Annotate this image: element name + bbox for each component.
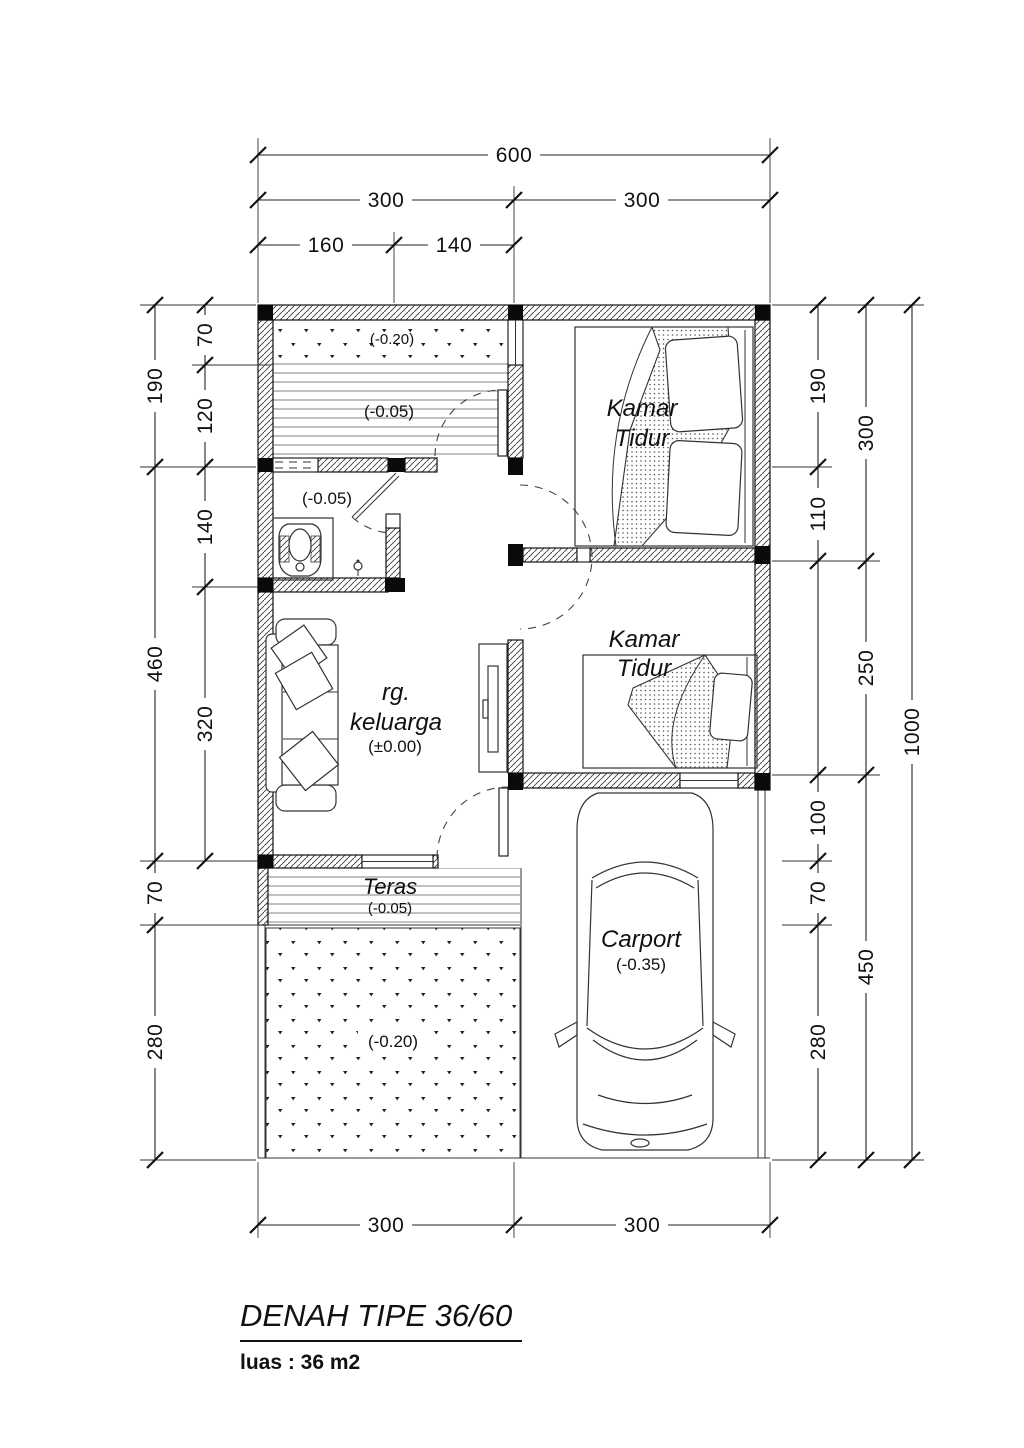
- dim-label: 460: [144, 645, 167, 683]
- dim-right-100: [807, 792, 830, 844]
- service-level-label: (-0.05): [363, 402, 415, 421]
- dim-label: 280: [144, 1023, 167, 1061]
- bathroom-level-label: (-0.05): [301, 489, 353, 508]
- dim-right-1000: [901, 700, 924, 764]
- service-window: [508, 320, 523, 365]
- bedroom1-label-line1: Kamar: [606, 395, 678, 422]
- dim-label: 70: [807, 880, 830, 906]
- dim-left-140: [194, 501, 217, 553]
- dim-label: 140: [194, 508, 217, 546]
- dim-left-320: [194, 698, 217, 750]
- bedroom-wall-break: [577, 548, 590, 562]
- dim-label: 140: [435, 234, 473, 257]
- dim-left-70b: [144, 873, 167, 913]
- dim-left-70a: [194, 315, 217, 355]
- family-room-level-label: (±0.00): [368, 737, 422, 756]
- dim-label: 160: [307, 234, 345, 257]
- dim-label: 320: [194, 705, 217, 743]
- dim-label: 250: [855, 649, 878, 687]
- carport-label: Carport: [600, 926, 682, 953]
- squat-toilet: [273, 518, 333, 580]
- dim-right-450: [855, 941, 878, 993]
- dim-label: 300: [623, 1214, 661, 1237]
- dim-left-460: [144, 638, 167, 690]
- dim-left-190: [144, 360, 167, 412]
- dim-label: 70: [194, 322, 217, 348]
- dim-label: 70: [144, 880, 167, 906]
- bathroom-vent: [273, 458, 318, 472]
- terrace-level-label: (-0.05): [367, 900, 413, 917]
- drawing-title: DENAH TIPE 36/60: [240, 1298, 522, 1342]
- dim-label: 300: [623, 189, 661, 212]
- dim-top-300b: [616, 189, 668, 212]
- terrace-label: Teras: [362, 874, 418, 899]
- dim-label: 450: [855, 948, 878, 986]
- dim-label: 190: [144, 367, 167, 405]
- front-yard-level-label: (-0.20): [367, 1032, 419, 1051]
- dim-label: 300: [367, 189, 405, 212]
- dim-top-300a: [360, 189, 412, 212]
- front-door: [437, 787, 508, 858]
- dim-right-250: [855, 642, 878, 694]
- bedroom1-label-line2: Tidur: [614, 425, 670, 452]
- dim-top-160: [300, 234, 352, 257]
- family-room-label-line1: rg.: [381, 679, 411, 706]
- dim-top-600: [488, 144, 540, 167]
- sofa: [266, 619, 338, 811]
- dim-right-70: [807, 873, 830, 913]
- tv-cabinet: [479, 644, 507, 772]
- front-yard-level-wrap: [358, 1030, 428, 1052]
- dim-left-280: [144, 1016, 167, 1068]
- dim-right-110: [807, 488, 830, 540]
- dim-label: 300: [855, 414, 878, 452]
- bedroom2-window: [680, 773, 738, 788]
- dim-right-300: [855, 407, 878, 459]
- dim-label: 1000: [901, 707, 924, 757]
- living-room-window: [362, 855, 433, 868]
- dim-bottom-300a: [360, 1214, 412, 1237]
- bedroom2-label-line1: Kamar: [608, 626, 680, 653]
- dim-label: 300: [367, 1214, 405, 1237]
- dim-bottom-300b: [616, 1214, 668, 1237]
- floor-drain: [354, 560, 362, 577]
- bedroom2-label-line2: Tidur: [616, 655, 672, 682]
- drawing-area: luas : 36 m2: [240, 1351, 361, 1374]
- dim-right-190: [807, 360, 830, 412]
- dim-label: 120: [194, 397, 217, 435]
- title-block: [240, 1298, 522, 1375]
- dim-left-120: [194, 390, 217, 442]
- carport-level-label: (-0.35): [615, 955, 667, 974]
- dim-label: 600: [495, 144, 533, 167]
- dim-label: 100: [807, 799, 830, 837]
- back-patio-level-label: (-0.20): [369, 331, 415, 348]
- dim-label: 190: [807, 367, 830, 405]
- dim-label: 110: [807, 496, 830, 532]
- family-room-label-line2: keluarga: [349, 709, 443, 736]
- dim-right-280: [807, 1016, 830, 1068]
- dim-label: 280: [807, 1023, 830, 1061]
- dim-top-140: [428, 234, 480, 257]
